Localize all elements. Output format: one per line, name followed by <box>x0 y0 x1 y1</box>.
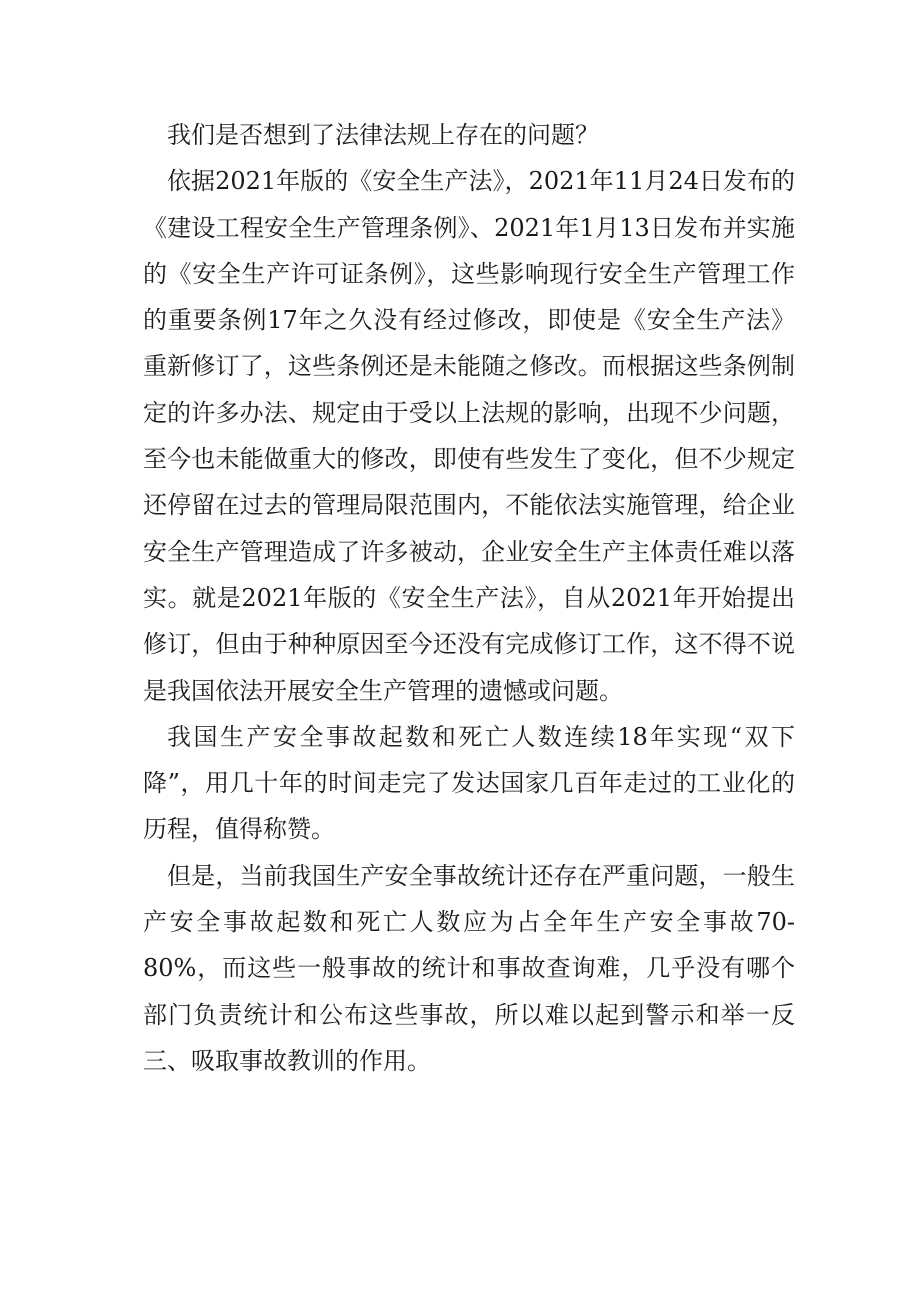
paragraph-4: 但是，当前我国生产安全事故统计还存在严重问题，一般生产安全事故起数和死亡人数应为占全年生产安全事故70-80%，而这些一般事故的统计和事故查询难，几乎没有哪个部门负责统计和公布这些事故，所以难以起到警示和举一反三、吸取事故教训的作用。 <box>143 861 795 1075</box>
paragraph-1: 我们是否想到了法律法规上存在的问题？ <box>167 121 599 149</box>
document-body <box>143 112 795 1084</box>
paragraph-3: 我国生产安全事故起数和死亡人数连续18年实现“双下降”，用几十年的时间走完了发达国家几百年走过的工业化的历程，值得称赞。 <box>143 722 795 844</box>
paragraph-2: 依据2021年版的《安全生产法》，2021年11月24日发布的《建设工程安全生产管理条例》、2021年1月13日发布并实施的《安全生产许可证条例》，这些影响现行安全生产管理工作的重要条例17年之久没有经过修改，即使是《安全生产法》重新修订了，这些条例还是未能随之修改。而根据这些条例制定的许多办法、规定由于受以上法规的影响，出现不少问题，至今也未能做重大的修改，即使有些发生了变化，但不少规定还停留在过去的管理局限范围内，不能依法实施管理，给企业安全生产管理造成了许多被动，企业安全生产主体责任难以落实。就是2021年版的《安全生产法》，自从2021年开始提出修订，但由于种种原因至今还没有完成修订工作，这不得不说是我国依法开展安全生产管理的遗憾或问题。 <box>143 167 795 705</box>
